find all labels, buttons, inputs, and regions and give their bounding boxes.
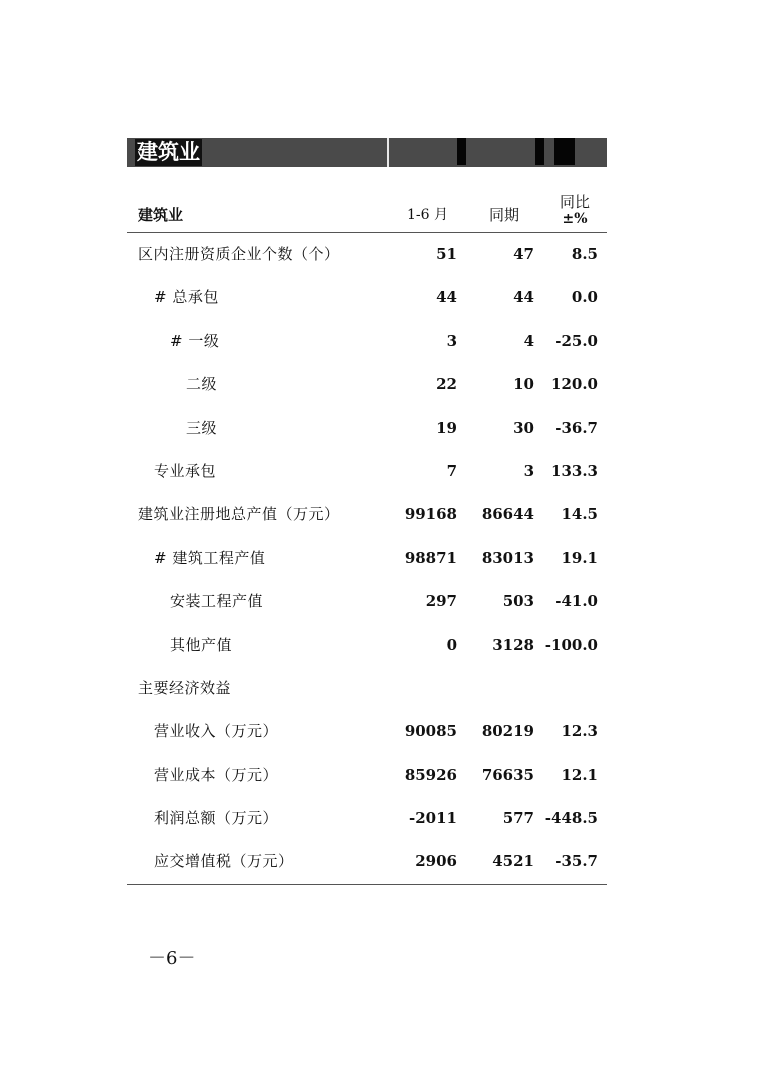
header-col-previous: 同期 — [489, 206, 520, 224]
row-label: 三级 — [186, 418, 218, 437]
row-value-yoy: 19.1 — [561, 548, 598, 567]
row-value-current: 0 — [446, 635, 457, 654]
row-value-current: 99168 — [404, 505, 457, 524]
row-value-previous: 577 — [502, 809, 534, 828]
row-value-yoy: 120.0 — [551, 375, 598, 394]
row-value-current: 85926 — [404, 765, 457, 784]
row-value-previous: 86644 — [481, 505, 534, 524]
table-row — [127, 840, 607, 883]
header-label: 建筑业 — [138, 206, 184, 224]
row-value-previous: 3 — [523, 461, 534, 480]
table-row — [127, 276, 607, 319]
row-value-yoy: 12.1 — [561, 765, 598, 784]
row-label: # 建筑工程产值 — [154, 548, 266, 567]
table-row — [127, 537, 607, 580]
row-label: # 总承包 — [154, 288, 219, 307]
row-label: 建筑业注册地总产值（万元） — [138, 505, 340, 524]
banner-decor-bar — [457, 138, 466, 165]
row-value-yoy: -41.0 — [555, 592, 598, 611]
header-yoy-line2: ±% — [562, 211, 588, 227]
table-row — [127, 363, 607, 406]
row-value-previous: 3128 — [492, 635, 534, 654]
row-value-previous: 44 — [513, 288, 534, 307]
row-label: 营业收入（万元） — [154, 722, 279, 741]
row-label: # 一级 — [170, 331, 220, 350]
header-yoy-line1: 同比 — [559, 193, 590, 211]
stats-table — [127, 190, 607, 884]
header-col-current: 1-6 月 — [407, 207, 448, 223]
row-value-current: 2906 — [415, 852, 457, 871]
row-value-yoy: -448.5 — [544, 809, 598, 828]
row-label: 区内注册资质企业个数（个） — [138, 245, 340, 263]
row-label: 其他产值 — [170, 635, 233, 654]
row-label: 应交增值税（万元） — [154, 852, 294, 871]
row-value-previous: 503 — [502, 592, 534, 611]
row-value-current: 19 — [436, 418, 457, 437]
table-row — [127, 407, 607, 450]
page-number: －6－ — [148, 948, 196, 969]
row-value-previous: 47 — [513, 245, 534, 263]
banner-divider — [387, 138, 389, 167]
table-row — [127, 450, 607, 493]
row-value-yoy: 8.5 — [571, 245, 598, 263]
banner-decor-bar — [554, 138, 575, 165]
table-row — [127, 320, 607, 363]
table-row — [127, 493, 607, 536]
row-label: 安装工程产值 — [170, 592, 264, 611]
table-row — [127, 797, 607, 840]
row-value-current: 7 — [446, 461, 457, 480]
row-label: 营业成本（万元） — [154, 765, 279, 784]
row-value-yoy: 0.0 — [571, 288, 598, 307]
row-value-previous: 76635 — [481, 765, 534, 784]
row-label: 二级 — [186, 375, 218, 394]
section-title: 建筑业 — [137, 140, 200, 164]
row-value-current: 22 — [436, 375, 457, 394]
row-label: 专业承包 — [154, 461, 217, 480]
table-row — [127, 667, 607, 710]
header-col-yoy — [557, 194, 593, 228]
table-row — [127, 580, 607, 623]
row-value-current: 90085 — [404, 722, 457, 741]
table-row — [127, 754, 607, 797]
table-row — [127, 624, 607, 667]
table-bottom-rule — [127, 884, 607, 885]
row-value-previous: 30 — [513, 418, 534, 437]
row-value-previous: 10 — [513, 375, 534, 394]
row-value-previous: 80219 — [481, 722, 534, 741]
row-value-yoy: -35.7 — [555, 852, 598, 871]
row-value-current: 98871 — [404, 548, 457, 567]
row-value-current: 297 — [425, 592, 457, 611]
row-value-current: -2011 — [409, 809, 457, 828]
row-label: 利润总额（万元） — [154, 809, 279, 828]
row-label: 主要经济效益 — [138, 678, 232, 697]
row-value-current: 51 — [436, 245, 457, 263]
row-value-yoy: -100.0 — [544, 635, 598, 654]
section-banner — [127, 138, 607, 167]
row-value-previous: 4521 — [492, 852, 534, 871]
banner-decor-bar — [535, 138, 544, 165]
row-value-yoy: 133.3 — [551, 461, 598, 480]
table-row — [127, 233, 607, 276]
row-value-current: 3 — [446, 331, 457, 350]
row-value-yoy: -25.0 — [555, 331, 598, 350]
row-value-previous: 83013 — [481, 548, 534, 567]
row-value-yoy: -36.7 — [555, 418, 598, 437]
row-value-yoy: 14.5 — [561, 505, 598, 524]
table-row — [127, 710, 607, 753]
table-header — [127, 190, 607, 233]
row-value-previous: 4 — [523, 331, 534, 350]
row-value-current: 44 — [436, 288, 457, 307]
row-value-yoy: 12.3 — [561, 722, 598, 741]
